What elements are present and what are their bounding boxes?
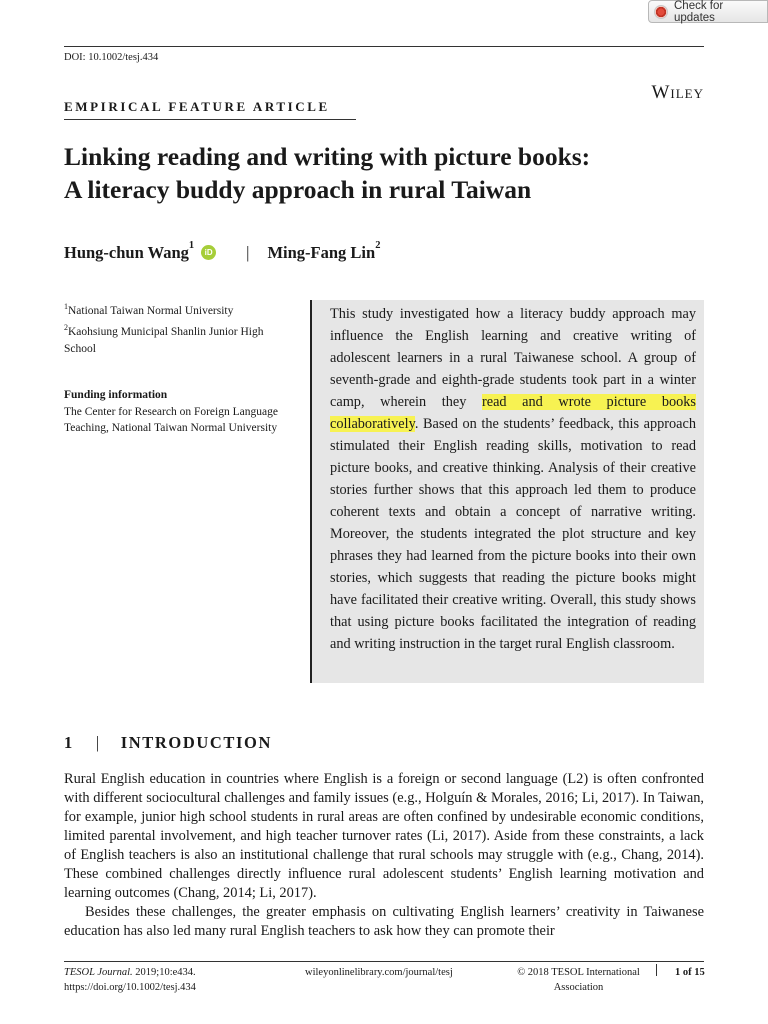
check-for-updates-button[interactable] <box>648 0 768 23</box>
affiliation-2-mark: 2 <box>64 323 68 332</box>
author-2-name[interactable]: Ming-Fang Lin <box>267 243 376 262</box>
abstract-highlight[interactable]: read and wrote picture books collaboratively <box>330 394 696 432</box>
body-text <box>64 770 704 941</box>
footer-divider <box>656 964 657 976</box>
footer-copyright: © 2018 TESOL International Association <box>517 967 640 993</box>
article-type: EMPIRICAL FEATURE ARTICLE <box>64 99 330 114</box>
page-number: 1 of 15 <box>675 967 705 978</box>
affiliation-1-mark: 1 <box>64 302 68 311</box>
footer-site-link[interactable]: wileyonlinelibrary.com/journal/tesj <box>305 967 453 978</box>
doi-text: DOI: 10.1002/tesj.434 <box>64 52 159 63</box>
title-line-1: Linking reading and writing with picture books: <box>64 142 591 171</box>
affiliation-1-text: National Taiwan Normal University <box>68 304 234 317</box>
section-separator: | <box>95 733 101 752</box>
author-2-affiliation-mark: 2 <box>375 240 381 251</box>
funding-heading: Funding information <box>64 389 168 401</box>
affiliation-2 <box>64 319 294 358</box>
crossmark-icon <box>654 5 668 19</box>
section-heading <box>64 733 272 753</box>
author-separator: | <box>246 243 250 262</box>
footer-citation <box>64 965 196 995</box>
affiliation-2-text: Kaohsiung Municipal Shanlin Junior High School <box>64 325 264 355</box>
orcid-icon[interactable]: iD <box>201 245 216 260</box>
section-title: INTRODUCTION <box>120 733 272 752</box>
article-title <box>64 140 704 206</box>
paragraph-2: Besides these challenges, the greater emphasis on cultivating English learners’ creativity in Taiwanese education has also led many rural English teachers to ask how they can promote their <box>64 904 704 939</box>
footer-doi-link[interactable]: https://doi.org/10.1002/tesj.434 <box>64 982 196 993</box>
author-1-name[interactable]: Hung-chun Wang <box>64 243 189 262</box>
author-list <box>64 240 381 263</box>
article-type-underline <box>64 119 356 120</box>
abstract-text-start: This study investigated how a literacy buddy approach may influence the English learning and creative writing of adolescent learners in a rural Taiwanese school. A group of seventh-grade and eighth-grade students took part in a winter camp, wherein they <box>330 306 696 410</box>
abstract-box <box>310 300 704 683</box>
author-1-affiliation-mark: 1 <box>188 240 195 251</box>
check-for-updates-label: Check for updates <box>674 0 724 24</box>
abstract-text-end: . Based on the students’ feedback, this approach stimulated their English reading skills, motivation to read picture books, and creative thinking. Analysis of their creative stories further shows that this approach led them to produce coherent texts and obtain a concept of narrative writing. Moreover, the students integrated the plot structure and key phrases they had learned from the picture books into their own stories, which suggests that reading the picture books might have facilitated their creative writing. Overall, this study shows that using picture books facilitated the integration of reading and writing instruction in the target rural English classroom. <box>330 416 696 652</box>
section-number: 1 <box>64 733 74 752</box>
header-rule <box>64 46 704 47</box>
publisher-logo: Wiley <box>651 82 704 103</box>
journal-name: TESOL Journal. <box>64 967 133 978</box>
funding-text: The Center for Research on Foreign Language Teaching, National Taiwan Normal University <box>64 406 278 434</box>
journal-citation: 2019;10:e434. <box>132 967 196 978</box>
affiliation-1 <box>64 298 294 320</box>
title-line-2: A literacy buddy approach in rural Taiwan <box>64 175 532 204</box>
footer-rule <box>64 961 704 962</box>
paragraph-1: Rural English education in countries where English is a foreign or second language (L2) is often confronted with different sociocultural challenges and family issues (e.g., Holguín & Morales, 2016; Li, 2017). In Taiwan, for example, junior high school students in rural areas are often confined by undesirable economic conditions, limited parental involvement, and high teacher turnover rates (Li, 2017). Aside from these constraints, a lack of English teachers is also an institutional challenge that rural schools may struggle with (e.g., Chang, 2014). These combined challenges directly influence rural adolescent students’ English learning motivation and learning outcomes (Chang, 2014; Li, 2017). <box>64 771 704 901</box>
